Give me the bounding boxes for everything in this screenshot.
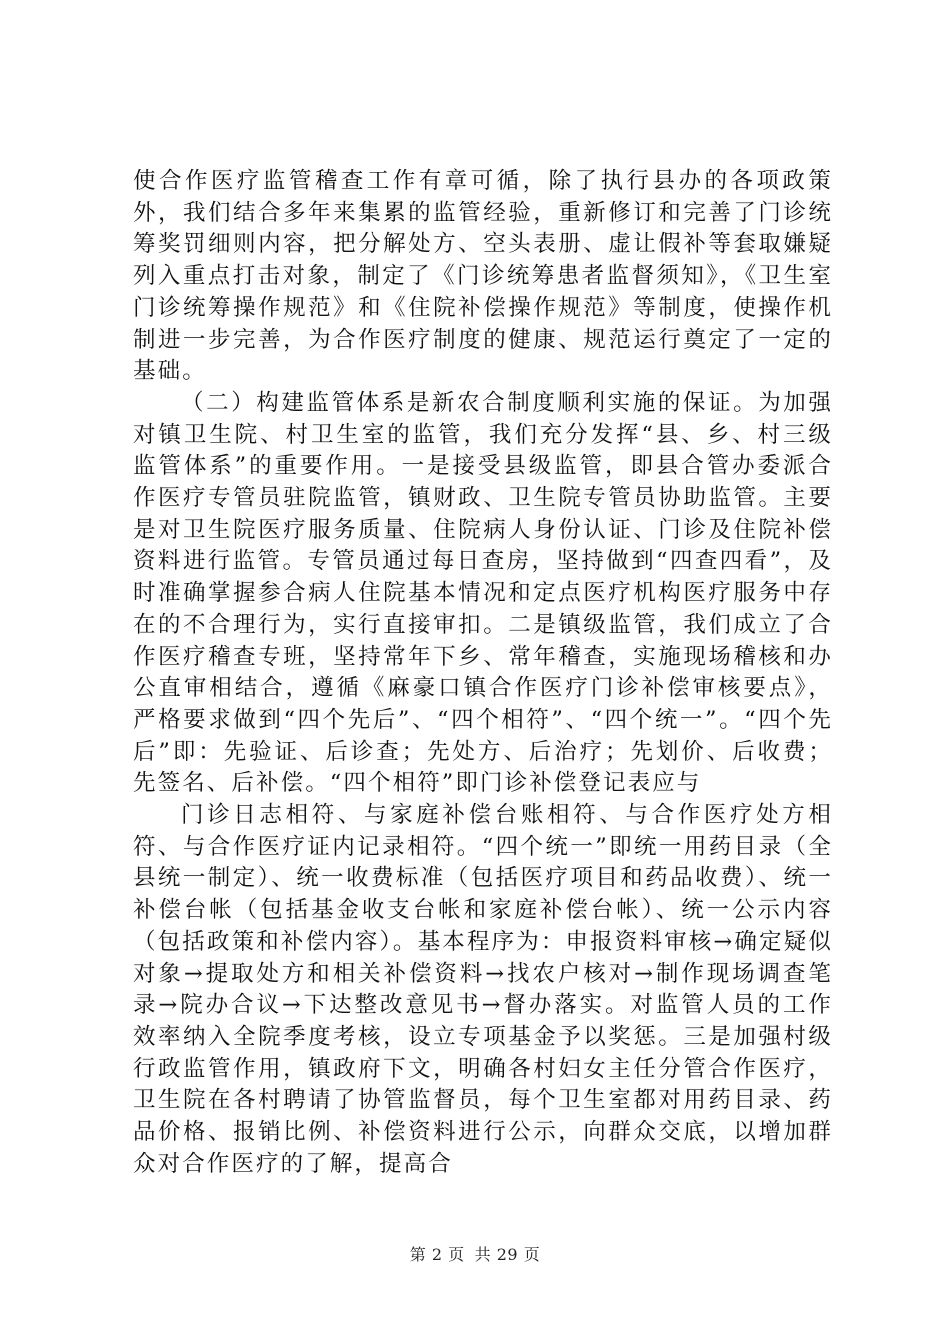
page-total: 共 29 页 [474, 1245, 541, 1264]
paragraph-3: 门诊日志相符、与家庭补偿台账相符、与合作医疗处方相符、与合作医疗证内记录相符。“四个统一”即统一用药目录（全县统一制定）、统一收费标准（包括医疗项目和药品收费）、统一补偿台帐（包括基金收支台帐和家庭补偿台帐）、统一公示内容（包括政策和补偿内容）。基本程序为：申报资料审核→确定疑似对象→提取处方和相关补偿资料→找农户核对→制作现场调查笔录→院办合议→下达整改意见书→督办落实。对监管人员的工作效率纳入全院季度考核，设立专项基金予以奖惩。三是加强村级行政监管作用，镇政府下文，明确各村妇女主任分管合作医疗，卫生院在各村聘请了协管监督员，每个卫生室都对用药目录、药品价格、报销比例、补偿资料进行公示，向群众交底，以增加群众对合作医疗的了解，提高合 [133, 802, 833, 1177]
page-number: 第 2 页 [409, 1245, 465, 1264]
paragraph-2: （二）构建监管体系是新农合制度顺利实施的保证。为加强对镇卫生院、村卫生室的监管，我们充分发挥“县、乡、村三级监管体系”的重要作用。一是接受县级监管，即县合管办委派合作医疗专管员驻院监管，镇财政、卫生院专管员协助监管。主要是对卫生院医疗服务质量、住院病人身份认证、门诊及住院补偿资料进行监管。专管员通过每日查房，坚持做到“四查四看”，及时准确掌握参合病人住院基本情况和定点医疗机构医疗服务中存在的不合理行为，实行直接审扣。二是镇级监管，我们成立了合作医疗稽查专班，坚持常年下乡、常年稽查，实施现场稽核和办公直审相结合，遵循《麻豪口镇合作医疗门诊补偿审核要点》，严格要求做到“四个先后”、“四个相符”、“四个统一”。“四个先后”即：先验证、后诊查；先处方、后治疗；先划价、后收费；先签名、后补偿。“四个相符”即门诊补偿登记表应与 [133, 389, 833, 797]
paragraph-1: 使合作医疗监管稽查工作有章可循，除了执行县办的各项政策外，我们结合多年来集累的监管经验，重新修订和完善了门诊统筹奖罚细则内容，把分解处方、空头表册、虚让假补等套取嫌疑列入重点打击对象，制定了《门诊统筹患者监督须知》，《卫生室门诊统筹操作规范》和《住院补偿操作规范》等制度，使操作机制进一步完善，为合作医疗制度的健康、规范运行奠定了一定的基础。 [133, 168, 833, 385]
document-body [133, 166, 833, 1181]
page-footer [0, 1242, 950, 1265]
